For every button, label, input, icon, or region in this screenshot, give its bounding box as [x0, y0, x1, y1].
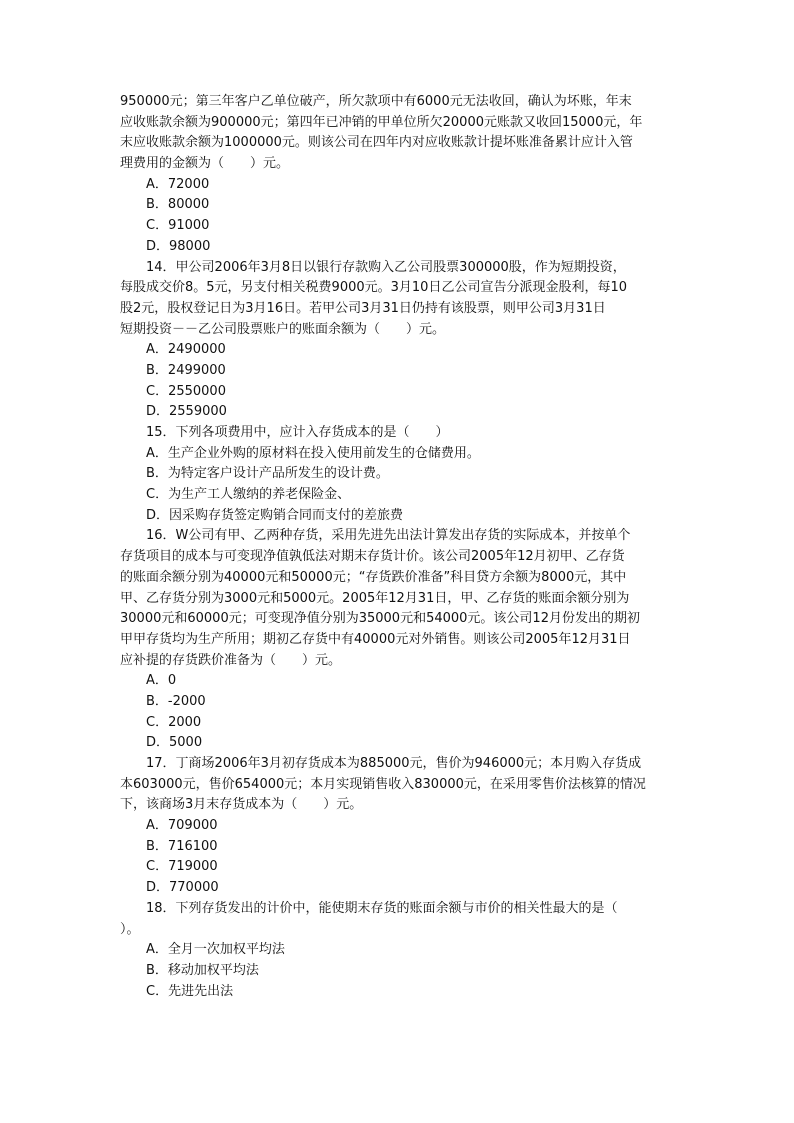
option-c: C．719000: [146, 859, 218, 875]
question-18-line: 18．下列存货发出的计价中，能使期末存货的账面余额与市价的相关性最大的是（: [146, 900, 618, 916]
option-b: B．为特定客户设计产品所发生的设计费。: [146, 466, 389, 482]
option-b: B．移动加权平均法: [146, 962, 259, 978]
question-13-options: [120, 175, 676, 258]
option-a: A．生产企业外购的原材料在投入使用前发生的仓储费用。: [146, 445, 480, 461]
question-16-line: 甲、乙存货分别为3000元和5000元。2005年12月31日，甲、乙存货的账面余额分别为: [120, 590, 630, 606]
question-17-line: 17．丁商场2006年3月初存货成本为885000元，售价为946000元；本月购入存货成: [146, 756, 642, 771]
option-a: A．2490000: [146, 342, 226, 358]
question-16-line: 甲甲存货均为生产所用；期初乙存货中有40000元对外销售。则该公司2005年12月31日: [120, 631, 631, 647]
question-16-line: 应补提的存货跌价准备为（ ）元。: [120, 652, 342, 668]
option-d: D．5000: [146, 735, 203, 751]
option-a: A．0: [146, 673, 177, 689]
option-a: A．全月一次加权平均法: [146, 942, 285, 958]
question-13-line: 末应收账款余额为1000000元。则该公司在四年内对应收账款计提坏账准备累计应计入管: [120, 135, 633, 151]
question-16-line: 16．W公司有甲、乙两种存货，采用先进先出法计算发出存货的实际成本，并按单个: [146, 528, 631, 544]
question-16-line: 30000元和60000元；可变现净值分别为35000元和54000元。该公司12月份发出的期初: [120, 611, 640, 627]
question-18-options: [120, 940, 676, 1002]
question-13-line: 950000元；第三年客户乙单位破产，所欠款项中有6000元无法收回，确认为坏账，年末: [120, 94, 632, 109]
option-b: B．-2000: [146, 693, 206, 709]
question-13: [120, 92, 676, 175]
option-c: C．为生产工人缴纳的养老保险金、: [146, 487, 351, 503]
question-18: [120, 899, 676, 940]
option-b: B．716100: [146, 838, 218, 854]
question-17: [120, 754, 676, 816]
question-17-line: 下，该商场3月末存货成本为（ ）元。: [120, 797, 363, 813]
exam-content: [120, 92, 676, 1002]
option-d: D．98000: [146, 238, 211, 254]
option-d: D．因采购存货签定购销合同而支付的差旅费: [146, 507, 404, 523]
option-a: A．709000: [146, 818, 218, 834]
question-13-line: 理费用的金额为（ ）元。: [120, 156, 290, 172]
question-16-options: [120, 671, 676, 754]
question-14: [120, 258, 676, 341]
option-d: D．770000: [146, 880, 219, 896]
question-15-line: 15．下列各项费用中，应计入存货成本的是（ ）: [146, 425, 449, 440]
question-18-line: ）。: [120, 921, 140, 937]
question-16-line: 的账面余额分别为40000元和50000元；“存货跌价准备”科目贷方余额为8000元，其中: [120, 569, 627, 585]
option-d: D．2559000: [146, 404, 227, 420]
question-14-line: 股2元，股权登记日为3月16日。若甲公司3月31日仍持有该股票，则甲公司3月31日: [120, 300, 606, 316]
option-c: C．2550000: [146, 383, 226, 399]
option-b: B．80000: [146, 197, 210, 213]
question-16-line: 存货项目的成本与可变现净值孰低法对期末存货计价。该公司2005年12月初甲、乙存货: [120, 549, 625, 565]
question-14-line: 14．甲公司2006年3月8日以银行存款购入乙公司股票300000股，作为短期投资，: [146, 259, 626, 275]
question-17-options: [120, 816, 676, 899]
option-c: C．先进先出法: [146, 983, 234, 999]
question-15-options: [120, 444, 676, 527]
question-14-line: 短期投资－－乙公司股票账户的账面余额为（ ）元。: [120, 321, 446, 337]
question-13-line: 应收账款余额为900000元；第四年已冲销的甲单位所欠20000元账款又收回15000元，年: [120, 114, 643, 130]
question-16: [120, 526, 676, 671]
option-c: C．91000: [146, 218, 210, 234]
question-17-line: 本603000元，售价654000元；本月实现销售收入830000元，在采用零售价法核算的情况: [120, 776, 646, 792]
option-c: C．2000: [146, 714, 202, 730]
question-14-line: 每股成交价8。5元，另支付相关税费9000元。3月10日乙公司宣告分派现金股利，每10: [120, 280, 627, 296]
option-a: A．72000: [146, 176, 210, 192]
option-b: B．2499000: [146, 362, 226, 378]
question-15: [120, 423, 676, 444]
question-14-options: [120, 340, 676, 423]
